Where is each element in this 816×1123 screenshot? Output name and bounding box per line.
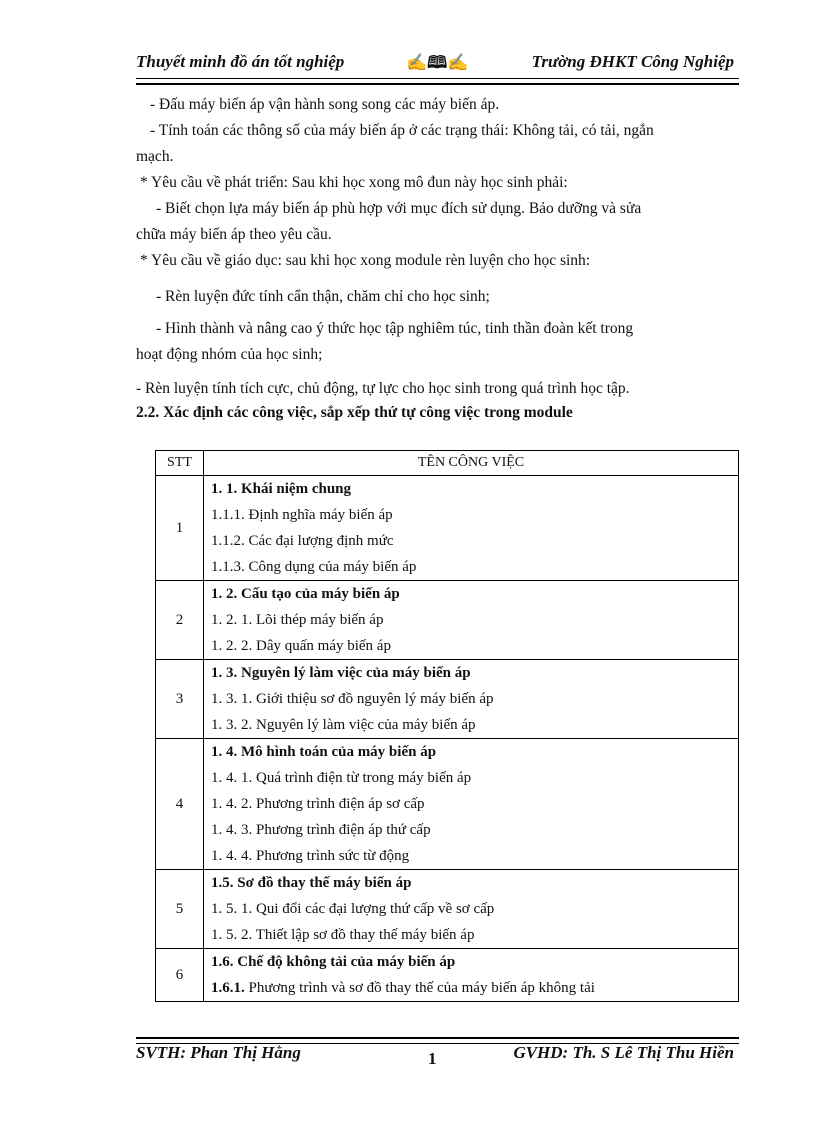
row-stt: 1 (156, 476, 204, 581)
task-item: 1. 4. 2. Phương trình điện áp sơ cấp (211, 796, 425, 812)
task-item: 1. 5. 2. Thiết lập sơ đồ thay thế máy biến áp (211, 927, 475, 943)
paragraph-line: - Biết chọn lựa máy biến áp phù hợp với mục đích sử dụng. Bảo dưỡng và sửa (156, 200, 642, 217)
column-header-stt: STT (156, 451, 204, 476)
task-group-title: 1. 3. Nguyên lý làm việc của máy biến áp (211, 665, 471, 681)
task-group-title: 1.5. Sơ đồ thay thế máy biến áp (211, 875, 412, 891)
task-item: 1.1.1. Định nghĩa máy biến áp (211, 507, 393, 523)
row-stt: 5 (156, 870, 204, 949)
paragraph-line: mạch. (136, 148, 174, 165)
task-group-title: 1. 2. Cấu tạo của máy biến áp (211, 586, 400, 602)
task-group-title: 1.6. Chế độ không tải của máy biến áp (211, 954, 456, 970)
footer-supervisor: GVHD: Th. S Lê Thị Thu Hiền (513, 1043, 734, 1062)
task-item: 1.1.2. Các đại lượng định mức (211, 533, 394, 549)
paragraph-line: * Yêu cầu về giáo dục: sau khi học xong module rèn luyện cho học sinh: (140, 252, 591, 269)
page-number: 1 (428, 1049, 437, 1068)
task-item: 1. 4. 1. Quá trình điện từ trong máy biến áp (211, 770, 472, 786)
task-group-title: 1. 4. Mô hình toán của máy biến áp (211, 744, 437, 760)
header-left-title: Thuyết minh đồ án tốt nghiệp (136, 52, 345, 71)
task-item-number: 1.6.1. (211, 980, 245, 996)
row-stt: 3 (156, 660, 204, 739)
task-item: 1. 2. 1. Lõi thép máy biến áp (211, 612, 384, 628)
header-right-title: Trường ĐHKT Công Nghiệp (531, 52, 734, 71)
page-footer (136, 1043, 734, 1073)
table-row (156, 870, 739, 949)
table-row (156, 660, 739, 739)
table-row (156, 949, 739, 1002)
paragraph-line: - Tính toán các thông số của máy biến áp ở các trạng thái: Không tải, có tải, ngắn (150, 122, 654, 139)
table-row (156, 581, 739, 660)
paragraph-line: - Rèn luyện đức tính cẩn thận, chăm chỉ cho học sinh; (156, 288, 490, 305)
task-group-title: 1. 1. Khái niệm chung (211, 481, 352, 497)
paragraph-line: - Hình thành và nâng cao ý thức học tập nghiêm túc, tinh thần đoàn kết trong (156, 320, 634, 337)
column-header-task: TÊN CÔNG VIỆC (204, 451, 739, 476)
task-item: 1. 4. 3. Phương trình điện áp thứ cấp (211, 822, 431, 838)
row-stt: 4 (156, 739, 204, 870)
task-item: 1.1.3. Công dụng của máy biến áp (211, 559, 417, 575)
table-header-row (156, 451, 739, 476)
task-item: 1. 5. 1. Qui đổi các đại lượng thứ cấp về sơ cấp (211, 901, 495, 917)
book-ornament-icon: ✍🕮✍ (406, 53, 469, 72)
page-header (136, 50, 734, 76)
table-row (156, 476, 739, 581)
row-tasks (204, 476, 739, 581)
row-tasks (204, 581, 739, 660)
task-item: 1. 3. 2. Nguyên lý làm việc của máy biến áp (211, 717, 476, 733)
paragraph-line: chữa máy biến áp theo yêu cầu. (136, 226, 332, 243)
row-stt: 6 (156, 949, 204, 1002)
paragraph-line: hoạt động nhóm của học sinh; (136, 346, 323, 363)
task-item-text: Phương trình và sơ đồ thay thế của máy biến áp không tải (244, 980, 595, 996)
footer-student: SVTH: Phan Thị Hằng (136, 1043, 301, 1062)
header-rule (136, 78, 739, 85)
paragraph-line: * Yêu cầu về phát triển: Sau khi học xong mô đun này học sinh phải: (140, 174, 568, 191)
row-tasks (204, 739, 739, 870)
row-tasks (204, 870, 739, 949)
row-tasks (204, 660, 739, 739)
paragraph-line: - Đấu máy biến áp vận hành song song các máy biến áp. (150, 96, 500, 113)
task-item: 1. 2. 2. Dây quấn máy biến áp (211, 638, 391, 654)
task-item: 1. 3. 1. Giới thiệu sơ đồ nguyên lý máy biến áp (211, 691, 494, 707)
row-stt: 2 (156, 581, 204, 660)
task-table (155, 450, 739, 1002)
row-tasks (204, 949, 739, 1002)
section-heading: 2.2. Xác định các công việc, sắp xếp thứ tự công việc trong module (136, 404, 573, 421)
task-item (211, 975, 738, 1001)
table-row (156, 739, 739, 870)
paragraph-line: - Rèn luyện tính tích cực, chủ động, tự lực cho học sinh trong quá trình học tập. (136, 380, 630, 397)
task-item: 1. 4. 4. Phương trình sức từ động (211, 848, 410, 864)
